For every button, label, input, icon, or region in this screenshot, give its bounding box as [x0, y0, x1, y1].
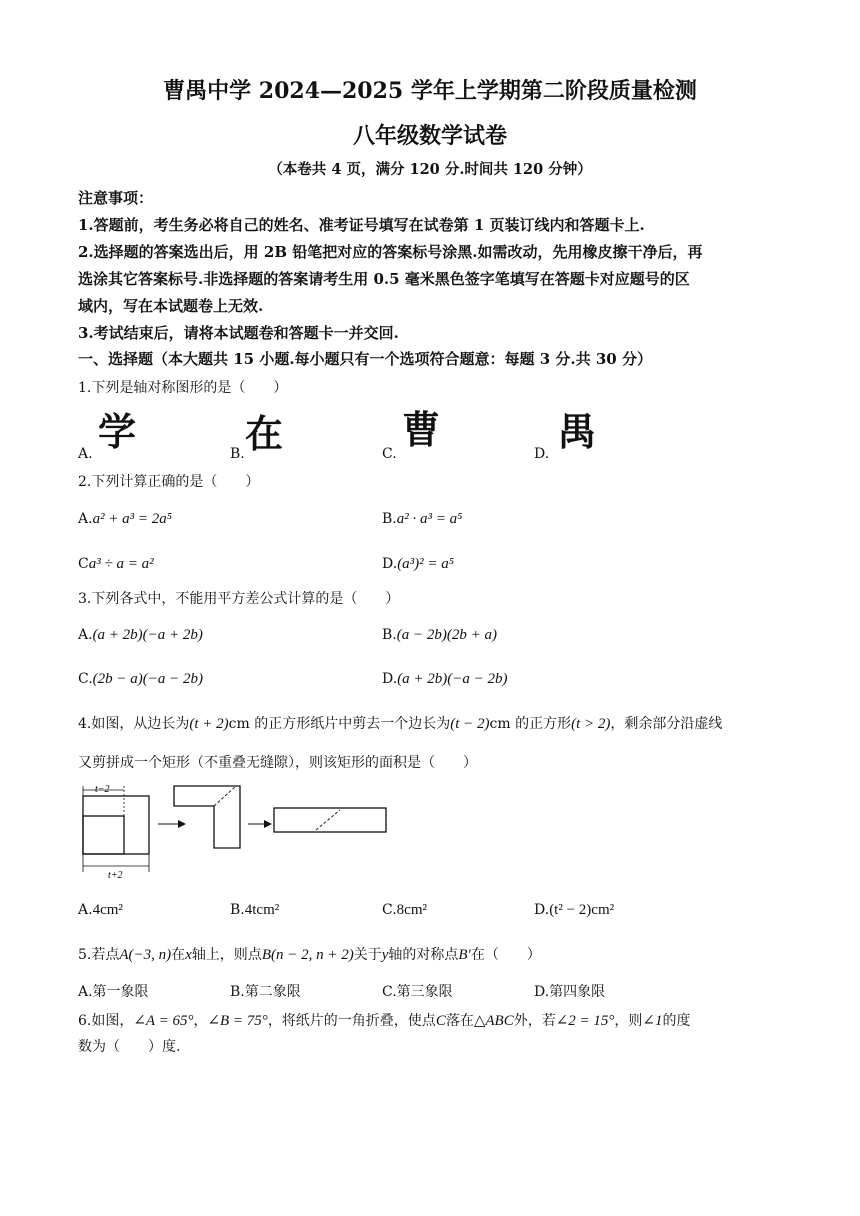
notice-line-1: 1.答题前，考生务必将自己的姓名、准考证号填写在试卷第 1 页装订线内和答题卡上. [78, 216, 645, 234]
q1-option-c-char: 曹 [402, 408, 441, 452]
q4-stem-line-2: 又剪拼成一个矩形（不重叠无缝隙），则该矩形的面积是（ ） [78, 755, 477, 771]
q4-option-d-math: (t² − 2)cm² [549, 902, 615, 918]
q3-stem: 3.下列各式中，不能用平方差公式计算的是（ ） [78, 591, 400, 607]
q4-option-c-label: C. [382, 902, 397, 918]
q6-text-6: ，则 [614, 1013, 643, 1029]
q4-big-square [83, 796, 149, 854]
q1-option-d-char: 禺 [558, 410, 597, 454]
q2-option-b [382, 508, 462, 528]
q3-option-c [78, 668, 203, 688]
section-1-heading: 一、选择题（本大题共 15 小题.每小题只有一个选项符合题意：每题 3 分.共 30 分） [78, 350, 652, 368]
q1-option-c-label: C. [382, 446, 397, 462]
q4-math-1: (t + 2) [189, 716, 229, 732]
q4-top-dimension-label: t−2 [95, 784, 110, 795]
q5-math-1: A(−3, n) [119, 947, 172, 963]
q5-text-2: 在 [171, 947, 186, 963]
q4-text-3: cm 的正方形 [489, 716, 572, 732]
q5-option-b: B.第二象限 [230, 984, 301, 1000]
q5-text-1: 5.若点 [78, 947, 120, 963]
q4-option-a [78, 899, 123, 919]
q4-option-c [382, 899, 427, 919]
q2-option-b-math: a² · a³ = a⁵ [396, 511, 463, 527]
q3-option-d-math: (a + 2b)(−a − 2b) [397, 671, 508, 687]
q4-cut-square [83, 816, 124, 854]
q2-option-b-label: B. [382, 511, 397, 527]
q4-option-a-math: 4cm² [92, 902, 123, 918]
q5-text-3: 轴上，则点 [191, 947, 262, 963]
exam-subtitle: 八年级数学试卷 [352, 123, 507, 149]
q2-option-c [78, 553, 154, 573]
q4-result-rectangle [274, 808, 386, 832]
q5-text-6: 在（ ） [470, 947, 541, 963]
q4-math-2: (t − 2) [450, 716, 490, 732]
q3-option-a-label: A. [78, 627, 93, 643]
q4-option-d [534, 899, 614, 919]
q6-math-5: ∠2 = 15° [555, 1013, 615, 1029]
q3-option-b-math: (a − 2b)(2b + a) [396, 627, 497, 643]
q6-stem-line-1 [78, 1010, 690, 1030]
q6-text-7: 的度 [662, 1013, 691, 1029]
q1-option-a-label: A. [78, 446, 93, 462]
q2-option-d-label: D. [382, 556, 398, 572]
q3-option-c-label: C. [78, 671, 93, 687]
arrow-right-icon [264, 820, 272, 828]
q5-option-d: D.第四象限 [534, 984, 606, 1000]
exam-title: 曹禺中学 2024—2025 学年上学期第二阶段质量检测 [163, 78, 697, 104]
q3-option-a-math: (a + 2b)(−a + 2b) [92, 627, 203, 643]
q4-text-1: 4.如图，从边长为 [78, 716, 190, 732]
q5-math-5: B′ [458, 947, 471, 963]
q6-text-2: ， [193, 1013, 208, 1029]
q5-text-5: 轴的对称点 [388, 947, 459, 963]
notice-line-3: 3.考试结束后，请将本试题卷和答题卡一并交回. [78, 324, 399, 342]
q6-text-5: 外，若 [513, 1013, 556, 1029]
q6-text-1: 6.如图， [78, 1013, 134, 1029]
q6-text-3: ，将纸片的一角折叠，使点 [267, 1013, 436, 1029]
arrow-right-icon [178, 820, 186, 828]
q5-math-3: B(n − 2, n + 2) [261, 947, 354, 963]
exam-info: （本卷共 4 页，满分 120 分.时间共 120 分钟） [268, 161, 592, 178]
q4-l-shape [174, 786, 240, 848]
q1-option-a-char: 学 [98, 410, 137, 454]
q5-math-4: y [381, 947, 389, 963]
q6-math-2: ∠B = 75° [207, 1013, 268, 1029]
q2-option-a-label: A. [78, 511, 93, 527]
q3-option-a [78, 624, 203, 644]
q4-figure [78, 782, 398, 880]
q5-text-4: 关于 [353, 947, 382, 963]
q2-option-a-math: a² + a³ = 2a⁵ [92, 511, 173, 527]
q4-option-c-math: 8cm² [396, 902, 427, 918]
notice-heading: 注意事项： [78, 189, 154, 207]
q6-math-3: C [435, 1013, 446, 1029]
q5-math-2: x [185, 947, 192, 963]
q6-stem-line-2: 数为（ ）度. [78, 1039, 181, 1055]
q1-option-d-label: D. [534, 446, 550, 462]
q2-option-c-label: C [78, 556, 89, 572]
q4-text-4: ，剩余部分沿虚线 [610, 716, 723, 732]
q2-stem: 2.下列计算正确的是（ ） [78, 474, 260, 490]
q1-option-b-char: 在 [245, 412, 284, 456]
q6-math-1: ∠A = 65° [133, 1013, 194, 1029]
q1-option-b-label: B. [230, 446, 245, 462]
notice-line-2b: 选涂其它答案标号.非选择题的答案请考生用 0.5 毫米黑色签字笔填写在答题卡对应题号的区 [78, 270, 690, 288]
q2-option-d-math: (a³)² = a⁵ [397, 556, 455, 572]
q2-option-c-math: a³ ÷ a = a² [88, 556, 154, 572]
q1-stem: 1.下列是轴对称图形的是（ ） [78, 380, 288, 396]
q4-option-b [230, 899, 279, 919]
q4-option-b-label: B. [230, 902, 245, 918]
q4-option-d-label: D. [534, 902, 550, 918]
q3-option-b-label: B. [382, 627, 397, 643]
q5-option-c: C.第三象限 [382, 984, 453, 1000]
q4-bottom-dimension-label: t+2 [108, 870, 123, 880]
q3-option-c-math: (2b − a)(−a − 2b) [92, 671, 204, 687]
q5-stem [78, 944, 541, 964]
q6-math-4: △ABC [473, 1013, 514, 1029]
q4-option-a-label: A. [78, 902, 93, 918]
q3-option-d [382, 668, 508, 688]
notice-line-2a: 2.选择题的答案选出后，用 2B 铅笔把对应的答案标号涂黑.如需改动，先用橡皮擦干净后，再 [78, 243, 703, 261]
q5-option-a: A.第一象限 [78, 984, 149, 1000]
q4-option-b-math: 4tcm² [244, 902, 280, 918]
q4-text-2: cm 的正方形纸片中剪去一个边长为 [228, 716, 451, 732]
q6-text-4: 落在 [445, 1013, 474, 1029]
q3-option-b [382, 624, 497, 644]
notice-line-2c: 域内，写在本试题卷上无效. [78, 297, 264, 315]
q4-math-3: (t > 2) [571, 716, 611, 732]
q6-math-6: ∠1 [642, 1013, 663, 1029]
q2-option-a [78, 508, 172, 528]
q4-stem-line-1 [78, 713, 722, 733]
q3-option-d-label: D. [382, 671, 398, 687]
q2-option-d [382, 553, 454, 573]
